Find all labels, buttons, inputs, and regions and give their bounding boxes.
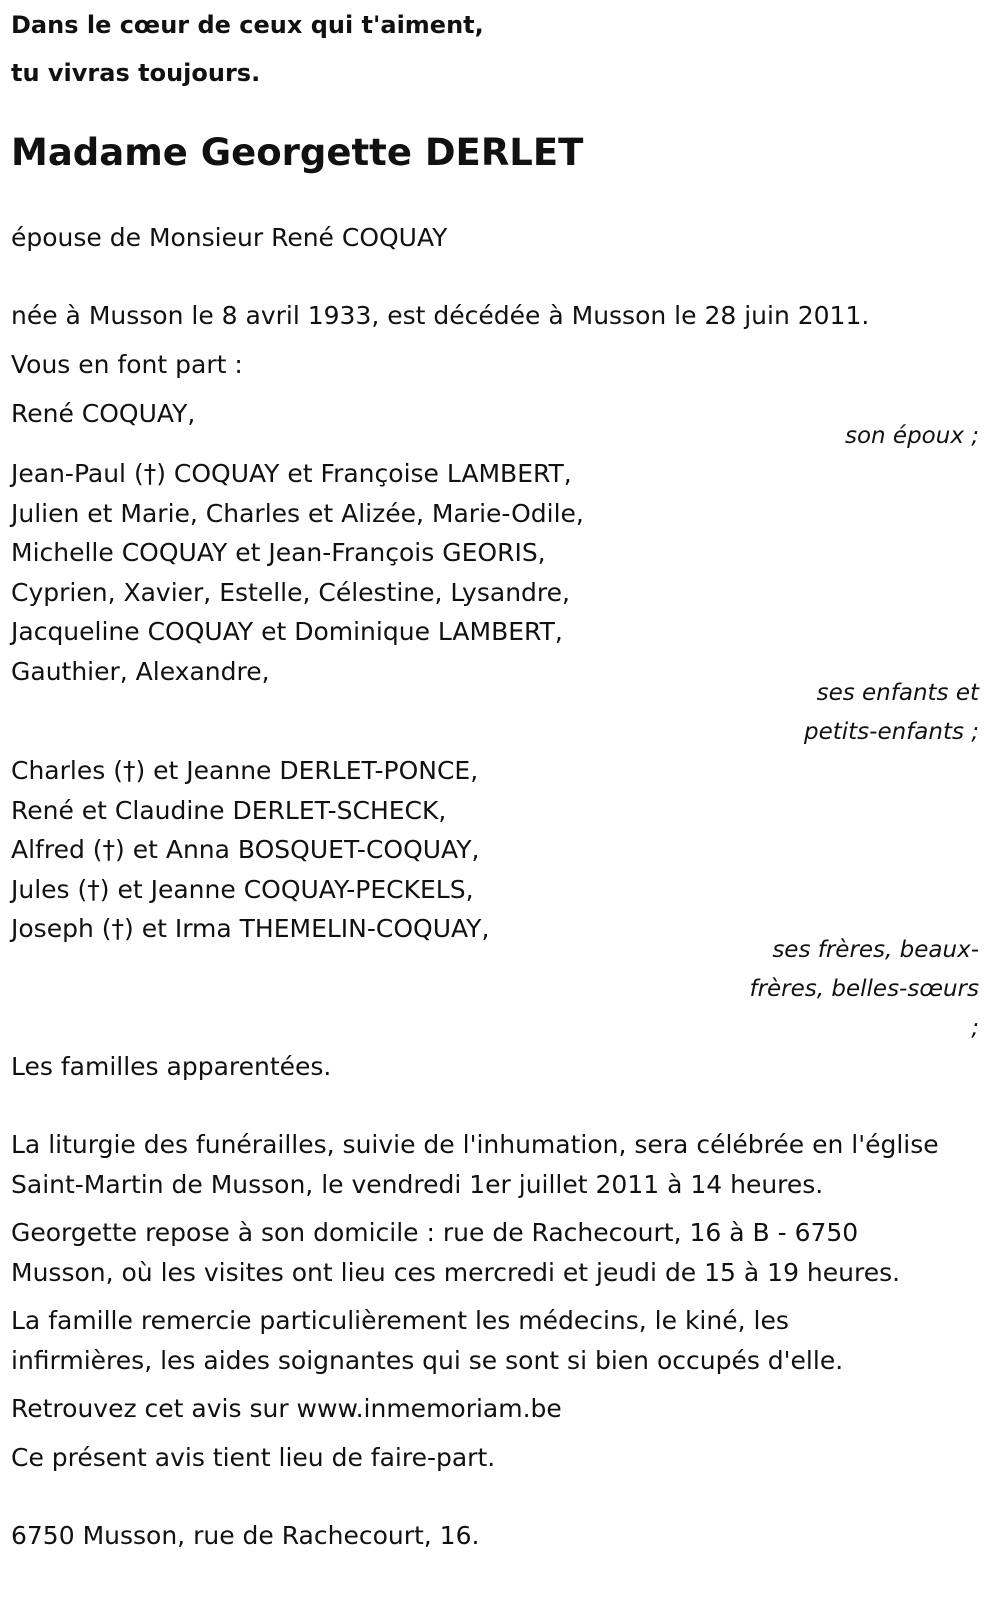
role-siblings-line-2: frères, belles-sœurs [749, 976, 979, 1002]
role-spouse: son époux ; [844, 423, 979, 449]
sibling-name-line: Joseph (†) et Irma THEMELIN-COQUAY, [11, 914, 490, 943]
thanks-line: infirmières, les aides soignantes qui se sont si bien occupés d'elle. [11, 1345, 844, 1375]
role-children-line-1: ses enfants et [816, 680, 979, 706]
sibling-name-line: René et Claudine DERLET-SCHECK, [11, 795, 447, 825]
sibling-name-line: Alfred (†) et Anna BOSQUET-COQUAY, [11, 835, 480, 864]
sibling-name-line: Jules (†) et Jeanne COQUAY-PECKELS, [11, 874, 474, 904]
dates-line: née à Musson le 8 avril 1933, est décédée à Musson le 28 juin 2011. [11, 301, 870, 330]
children-name-line: Cyprien, Xavier, Estelle, Célestine, Lysandre, [11, 577, 570, 607]
role-siblings-line-1: ses frères, beaux- [772, 937, 979, 963]
deceased-name: Madame Georgette DERLET [11, 131, 584, 174]
children-name-line: Jean-Paul (†) COQUAY et Françoise LAMBERT, [11, 459, 572, 488]
spouse-line: épouse de Monsieur René COQUAY [11, 223, 448, 252]
children-name-line: Julien et Marie, Charles et Alizée, Marie-Odile, [11, 498, 584, 528]
role-siblings-line-3: ; [971, 1015, 979, 1041]
children-name-line: Jacqueline COQUAY et Dominique LAMBERT, [11, 617, 563, 646]
funeral-line: Saint-Martin de Musson, le vendredi 1er juillet 2011 à 14 heures. [11, 1169, 824, 1199]
children-name-line: Michelle COQUAY et Jean-François GEORIS, [11, 538, 546, 567]
sibling-name-line: Charles (†) et Jeanne DERLET-PONCE, [11, 756, 479, 785]
announcement-intro: Vous en font part : [11, 350, 243, 379]
website-line: Retrouvez cet avis sur www.inmemoriam.be [11, 1394, 562, 1423]
families-line: Les familles apparentées. [11, 1052, 332, 1081]
role-children-line-2: petits-enfants ; [803, 719, 979, 745]
rest-line: Georgette repose à son domicile : rue de Rachecourt, 16 à B - 6750 [11, 1218, 859, 1247]
epigraph-line-2: tu vivras toujours. [11, 59, 261, 87]
epigraph-line-1: Dans le cœur de ceux qui t'aiment, [11, 11, 484, 39]
children-name-line: Gauthier, Alexandre, [11, 656, 270, 686]
children-names [11, 454, 986, 691]
notice-line: Ce présent avis tient lieu de faire-part. [11, 1443, 496, 1472]
funeral-info [11, 1125, 986, 1204]
siblings-names [11, 751, 986, 949]
funeral-line: La liturgie des funérailles, suivie de l'inhumation, sera célébrée en l'église [11, 1130, 939, 1159]
rest-line: Musson, où les visites ont lieu ces mercredi et jeudi de 15 à 19 heures. [11, 1257, 901, 1287]
rest-info [11, 1213, 986, 1292]
address-line: 6750 Musson, rue de Rachecourt, 16. [11, 1521, 480, 1550]
thanks-line: La famille remercie particulièrement les médecins, le kiné, les [11, 1306, 789, 1335]
thanks-info [11, 1301, 986, 1380]
spouse-name: René COQUAY, [11, 399, 196, 428]
